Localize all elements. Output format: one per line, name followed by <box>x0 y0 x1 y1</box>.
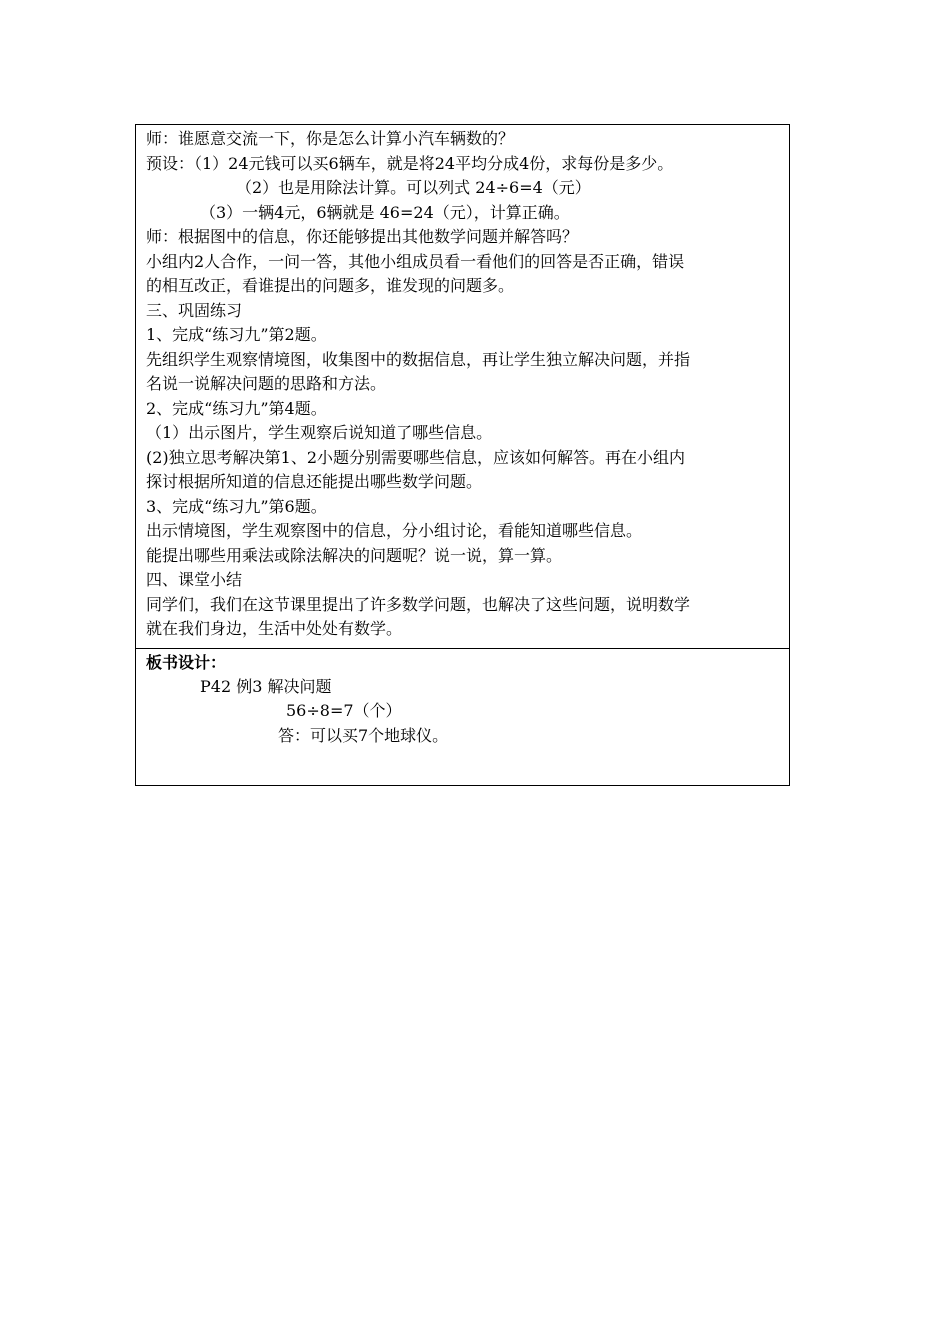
text-line: 师：谁愿意交流一下，你是怎么计算小汽车辆数的？ <box>146 129 515 148</box>
text-line: （1）出示图片，学生观察后说知道了哪些信息。 <box>146 423 493 442</box>
section-heading: 四、课堂小结 <box>146 570 243 589</box>
board-answer: 答：可以买7个地球仪。 <box>278 726 449 745</box>
board-equation: 56÷8=7（个） <box>286 701 402 720</box>
text-line: 的相互改正，看谁提出的问题多，谁发现的问题多。 <box>146 276 515 295</box>
text-line: 名说一说解决问题的思路和方法。 <box>146 374 387 393</box>
row-divider <box>136 648 789 649</box>
text-line: 3、完成“练习九”第6题。 <box>146 497 327 516</box>
text-line: 能提出哪些用乘法或除法解决的问题呢？说一说，算一算。 <box>146 546 563 565</box>
text-line: 出示情境图，学生观察图中的信息，分小组讨论，看能知道哪些信息。 <box>146 521 643 540</box>
board-heading: 板书设计： <box>146 653 227 672</box>
text-line: 探讨根据所知道的信息还能提出哪些数学问题。 <box>146 472 483 491</box>
text-line: 同学们，我们在这节课里提出了许多数学问题，也解决了这些问题，说明数学 <box>146 595 691 614</box>
text-line: 1、完成“练习九”第2题。 <box>146 325 327 344</box>
lesson-table <box>135 124 790 786</box>
text-line: （3）一辆4元，6辆就是 46=24（元），计算正确。 <box>200 203 570 222</box>
text-line: （2）也是用除法计算。可以列式 24÷6=4（元） <box>236 178 591 197</box>
text-line: 预设：（1）24元钱可以买6辆车，就是将24平均分成4份，求每份是多少。 <box>146 154 674 173</box>
text-line: 师：根据图中的信息，你还能够提出其他数学问题并解答吗？ <box>146 227 579 246</box>
board-title: P42 例3 解决问题 <box>200 677 332 696</box>
text-line: 先组织学生观察情境图，收集图中的数据信息，再让学生独立解决问题，并指 <box>146 350 691 369</box>
text-line: 小组内2人合作，一问一答，其他小组成员看一看他们的回答是否正确，错误 <box>146 252 685 271</box>
section-heading: 三、巩固练习 <box>146 301 243 320</box>
text-line: 2、完成“练习九”第4题。 <box>146 399 327 418</box>
text-line: 就在我们身边，生活中处处有数学。 <box>146 619 403 638</box>
text-line: (2)独立思考解决第1、2小题分别需要哪些信息，应该如何解答。再在小组内 <box>146 448 686 467</box>
